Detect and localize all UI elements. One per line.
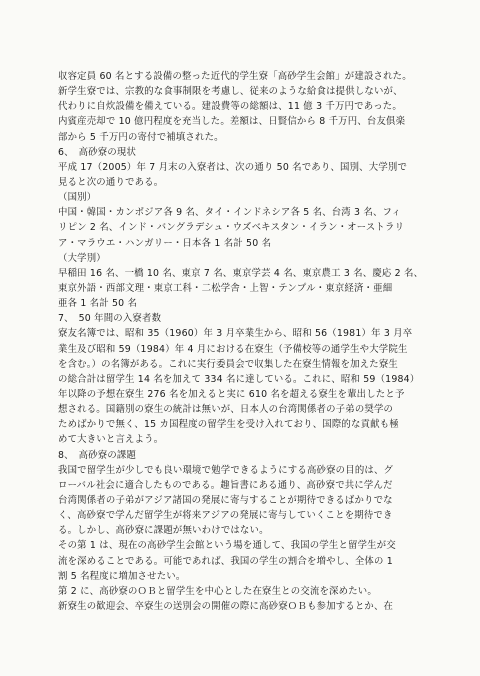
section-heading: 7、 50 年間の入寮者数 bbox=[58, 313, 162, 325]
text-line: 亜各 1 名計 50 名 bbox=[58, 298, 138, 310]
text-line: ア・マラウエ・ハンガリー・日本各 1 名計 50 名 bbox=[58, 237, 272, 249]
text-line: 想される。国籍別の寮生の統計は無いが、日本人の台湾関係者の子弟の奨学の bbox=[58, 404, 394, 416]
section-heading: 6、 高砂寮の現状 bbox=[58, 146, 137, 158]
text-line: リピン 2 名、インド・バングラデシュ・ウズベキスタン・イラン・オーストラリ bbox=[58, 222, 405, 234]
document-body bbox=[58, 69, 450, 614]
text-line: 寮友名簿では、昭和 35（1960）年 3 月卒業生から、昭和 56（1981）年 3 月卒 bbox=[58, 328, 413, 340]
text-line: めて大きいと言えよう。 bbox=[58, 434, 164, 446]
text-line: く、高砂寮で学んだ留学生が将来アジアの発展に寄与していくことを期待でき bbox=[58, 510, 393, 522]
text-line: 部から 5 千万円の寄付で補填された。 bbox=[58, 131, 224, 143]
text-line: ローバル社会に適合したものである。趣旨書にある通り、高砂寮で共に学んだ bbox=[58, 479, 393, 491]
text-line: 東京外語・西部文理・東京工科・二松学舎・上智・テンプル・東京経済・亜細 bbox=[58, 282, 393, 294]
text-line: 流を深めることである。可能であれば、我国の学生の割合を増やし、全体の 1 bbox=[58, 555, 393, 567]
text-line: 業生及び昭和 59（1984）年 4 月における在寮生（予備校等の通学生や大学院生 bbox=[58, 343, 408, 355]
text-line: 新学生寮では、宗教的な食事制限を考慮し、従来のような給食は提供しないが、 bbox=[58, 86, 403, 98]
subheading: （国別） bbox=[58, 192, 97, 204]
subheading: （大学別） bbox=[58, 252, 106, 264]
text-line: 第 2 に、高砂寮のＯＢと留学生を中心とした在寮生との交流を深めたい。 bbox=[58, 585, 377, 597]
section-heading: 8、 高砂寮の課題 bbox=[58, 449, 137, 461]
text-line: 早稲田 16 名、一橋 10 名、東京 7 名、東京学芸 4 名、東京農工 3 名、慶応 2 名、 bbox=[58, 267, 424, 279]
text-line: その第 1 は、現在の高砂学生会館という場を通して、我国の学生と留学生が交 bbox=[58, 540, 396, 552]
text-line: 中国・韓国・カンボジア各 9 名、タイ・インドネシア各 5 名、台湾 3 名、フィ bbox=[58, 207, 401, 219]
text-line: 新寮生の歓迎会、卒寮生の送別会の開催の際に高砂寮ＯＢも参加するとか、在 bbox=[58, 600, 394, 612]
text-line: 割 5 名程度に増加させたい。 bbox=[58, 570, 186, 582]
text-line: 我国で留学生が少しでも良い環境で勉学できるようにする高砂寮の目的は、グ bbox=[58, 464, 394, 476]
text-line: の総合計は留学生 14 名を加えて 334 名に達している。これに、昭和 59（1984） bbox=[58, 373, 420, 385]
text-line: を含む。）の名簿がある。これに実行委員会で収集した在寮生情報を加えた寮生 bbox=[58, 358, 399, 370]
text-line: 内賓産売却で 10 億円程度を充当した。差額は、日賢信から 8 千万円、台友俱楽 bbox=[58, 116, 406, 128]
text-line: 見ると次の通りである。 bbox=[58, 176, 164, 188]
text-line: 収容定員 60 名とする設備の整った近代的学生寮「高砂学生会館」が建設された。 bbox=[58, 71, 412, 82]
text-line: 台湾関係者の子弟がアジア諸国の発展に寄与することが期待できるばかりでな bbox=[58, 494, 393, 506]
text-line: 平成 17（2005）年 7 月末の入寮者は、次の通り 50 名であり、国別、大学別で bbox=[58, 161, 408, 173]
text-line: 代わりに自炊設備を備えている。建設費等の総額は、11 億 3 千万円であった。 bbox=[58, 101, 402, 113]
text-line: ためばかりで無く、15 カ国程度の留学生を受け入れており、国際的な貢献も極 bbox=[58, 419, 399, 431]
text-line: 年以降の予想在寮生 276 名を加えると実に 610 名を超える寮生を輩出したと予 bbox=[58, 388, 405, 400]
text-line: る。しかし、高砂寮に課題が無いわけではない。 bbox=[58, 525, 269, 537]
